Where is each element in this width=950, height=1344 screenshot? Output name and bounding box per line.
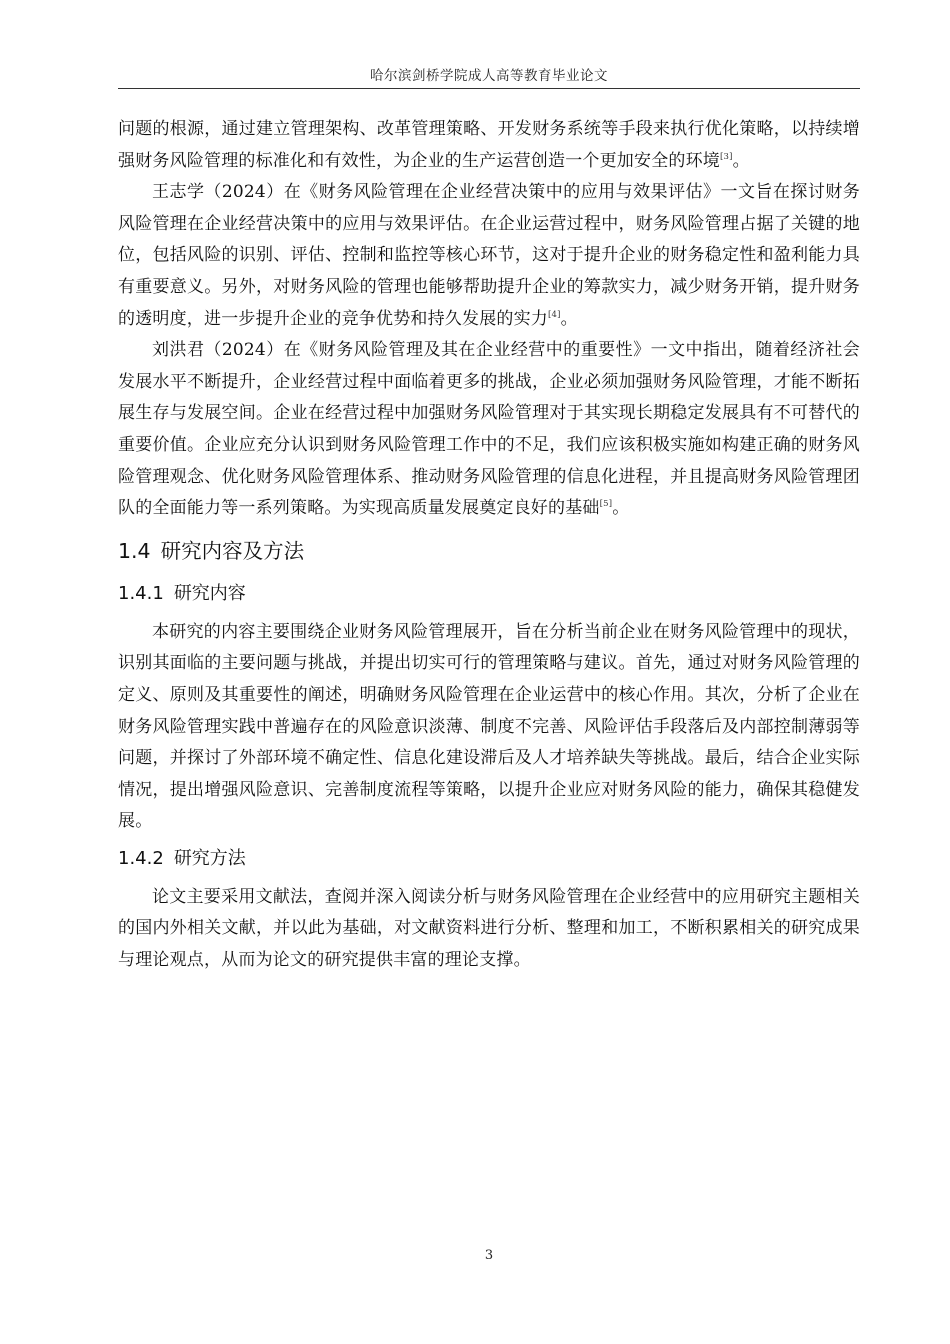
paragraph-text: 本研究的内容主要围绕企业财务风险管理展开，旨在分析当前企业在财务风险管理中的现状，识别其面临的主要问题与挑战，并提出切实可行的管理策略与建议。首先，通过对财务风险管理的定义、原则及其重要性的阐述，明确财务风险管理在企业运营中的核心作用。其次，分析了企业在财务风险管理实践中普遍存在的风险意识淡薄、制度不完善、风险评估手段落后及内部控制薄弱等问题，并探讨了外部环境不确定性、信息化建设滞后及人才培养缺失等挑战。最后，结合企业实际情况，提出增强风险意识、完善制度流程等策略，以提升企业应对财务风险的能力，确保其稳健发展。	[118, 621, 860, 832]
subsection-heading-method	[118, 840, 860, 878]
paragraph-text: 论文主要采用文献法，查阅并深入阅读分析与财务风险管理在企业经营中的应用研究主题相关的国内外相关文献，并以此为基础，对文献资料进行分析、整理和加工，不断积累相关的研究成果与理论观点，从而为论文的研究提供丰富的理论支撑。	[118, 886, 860, 971]
subsection-heading-content	[118, 575, 860, 613]
paragraph-end: 。	[560, 308, 578, 329]
paragraph-continued	[118, 114, 860, 177]
paragraph-research-method	[118, 882, 860, 977]
section-title: 研究内容及方法	[160, 538, 305, 563]
paragraph-text: 问题的根源，通过建立管理架构、改革管理策略、开发财务系统等手段来执行优化策略，以持续增强财务风险管理的标准化和有效性，为企业的生产运营创造一个更加安全的环境	[118, 119, 860, 171]
citation-ref[interactable]: [4]	[548, 309, 561, 320]
document-body	[118, 114, 860, 977]
citation-ref[interactable]: [3]	[720, 151, 733, 162]
section-number: 1.4	[118, 538, 151, 563]
subsection-number: 1.4.1	[118, 582, 164, 604]
paragraph-end: 。	[732, 150, 750, 171]
paragraph-liu	[118, 335, 860, 525]
paragraph-research-content	[118, 617, 860, 838]
paragraph-end: 。	[612, 498, 630, 519]
subsection-title: 研究方法	[173, 847, 246, 869]
page-header: 哈尔滨剑桥学院成人高等教育毕业论文	[370, 68, 608, 84]
citation-ref[interactable]: [5]	[599, 499, 613, 510]
section-heading	[118, 531, 860, 571]
header-rule	[118, 88, 860, 89]
paragraph-text: 王志学（2024）在《财务风险管理在企业经营决策中的应用与效果评估》一文旨在探讨财务风险管理在企业经营决策中的应用与效果评估。在企业运营过程中，财务风险管理占据了关键的地位，包括风险的识别、评估、控制和监控等核心环节，这对于提升企业的财务稳定性和盈利能力具有重要意义。另外，对财务风险的管理也能够帮助提升企业的筹款实力，减少财务开销，提升财务的透明度，进一步提升企业的竞争优势和持久发展的实力	[118, 182, 860, 329]
paragraph-wang	[118, 177, 860, 335]
subsection-title: 研究内容	[173, 582, 246, 604]
paragraph-text: 刘洪君（2024）在《财务风险管理及其在企业经营中的重要性》一文中指出，随着经济社会发展水平不断提升，企业经营过程中面临着更多的挑战，企业必须加强财务风险管理，才能不断拓展生存与发展空间。企业在经营过程中加强财务风险管理对于其实现长期稳定发展具有不可替代的重要价值。企业应充分认识到财务风险管理工作中的不足，我们应该积极实施如构建正确的财务风险管理观念、优化财务风险管理体系、推动财务风险管理的信息化进程，并且提高财务风险管理团队的全面能力等一系列策略。为实现高质量发展奠定良好的基础	[118, 340, 860, 519]
subsection-number: 1.4.2	[118, 847, 164, 869]
page-number: 3	[484, 1248, 494, 1263]
